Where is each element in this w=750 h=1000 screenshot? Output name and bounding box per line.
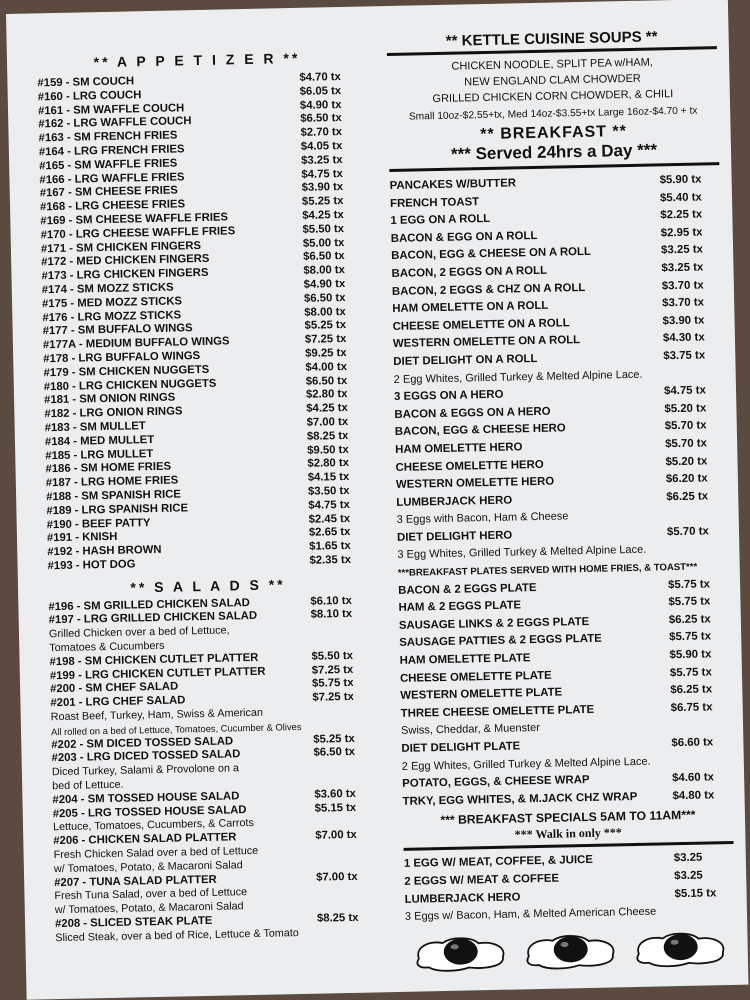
menu-item-name: LUMBERJACK HERO (404, 890, 521, 906)
menu-item-name: #198 - SM CHICKEN CUTLET PLATTER (49, 651, 259, 669)
breakfast-list (390, 171, 733, 811)
menu-item-price: $3.25 (674, 869, 703, 883)
menu-item-price: $6.25 tx (668, 613, 711, 627)
menu-item-price: $5.90 tx (669, 648, 712, 662)
menu-item-name: #160 - LRG COUCH (37, 88, 142, 104)
menu-item-price: $6.10 tx (310, 594, 352, 608)
menu-item-price: $2.45 tx (308, 512, 351, 526)
menu-item-name: #201 - LRG CHEF SALAD (50, 694, 186, 710)
menu-item-name: WESTERN OMELETTE HERO (395, 475, 555, 492)
menu-item-name: #178 - LRG BUFFALO WINGS (43, 349, 201, 366)
menu-item-name: BACON & EGGS ON A HERO (394, 405, 551, 421)
menu-item-price: $5.00 tx (302, 236, 345, 250)
menu-item-name: #185 - LRG MULLET (45, 447, 154, 462)
menu-item-price: $5.50 tx (311, 649, 354, 663)
menu-item-name: HAM OMELETTE PLATE (399, 652, 531, 667)
menu-item-price: $5.25 tx (313, 732, 355, 746)
menu-item-name: #200 - SM CHEF SALAD (50, 681, 179, 696)
breakfast-subtitle: *** Served 24hrs a Day *** (450, 140, 658, 164)
menu-item-price: $5.70 tx (665, 437, 708, 451)
menu-item-price: $2.80 tx (305, 388, 348, 402)
menu-item-name: PANCAKES W/BUTTER (389, 177, 517, 193)
menu-item-price: $4.60 tx (672, 771, 715, 785)
menu-item-price: $9.50 tx (307, 443, 349, 457)
item-description: Fresh Tuna Salad, over a bed of Lettuce (54, 886, 248, 903)
menu-item-name: #163 - SM FRENCH FRIES (38, 129, 178, 145)
specials-list (404, 849, 735, 926)
salads-list (48, 594, 375, 946)
menu-item-price: $8.00 tx (303, 264, 346, 277)
menu-item-price: $5.75 tx (311, 677, 354, 691)
menu-item-price: $3.25 tx (661, 261, 704, 275)
menu-item-price: $5.50 tx (302, 222, 345, 236)
menu-item-name: #170 - LRG CHEESE WAFFLE FRIES (40, 225, 236, 242)
soups-line-2: NEW ENGLAND CLAM CHOWDER (464, 72, 641, 89)
soups-line-3: GRILLED CHICKEN CORN CHOWDER, & CHILI (432, 88, 674, 106)
fried-egg-icon (522, 930, 619, 972)
left-column (36, 7, 375, 946)
menu-item-price: $7.00 tx (306, 415, 349, 429)
menu-item-name: #176 - LRG MOZZ STICKS (42, 308, 182, 324)
menu-item-name: #172 - MED CHICKEN FINGERS (41, 253, 210, 269)
menu-item-name: 1 EGG W/ MEAT, COFFEE, & JUICE (403, 854, 594, 871)
menu-item-name: BACON, EGG & CHEESE HERO (394, 422, 566, 439)
menu-item-price: $2.80 tx (307, 457, 350, 471)
menu-item-price: $5.75 tx (667, 578, 711, 591)
menu-item-name: #177A - MEDIUM BUFFALO WINGS (42, 335, 230, 352)
menu-item-price: $4.90 tx (303, 277, 346, 291)
menu-item-name: #180 - LRG CHICKEN NUGGETS (43, 377, 217, 393)
item-description: Sliced Steak, over a bed of Rice, Lettuce & Tomato (55, 926, 299, 944)
menu-item-name: #177 - SM BUFFALO WINGS (42, 322, 193, 338)
menu-item-name: #181 - SM ONION RINGS (43, 391, 176, 407)
menu-item-price: $6.05 tx (299, 84, 342, 98)
menu-item-name: #166 - LRG WAFFLE FRIES (39, 170, 185, 186)
menu-item-name: #203 - LRG DICED TOSSED SALAD (51, 748, 241, 765)
menu-item-name: #190 - BEEF PATTY (46, 516, 151, 531)
item-description: Diced Turkey, Salami & Provolone on a (51, 762, 240, 779)
menu-item-price: $3.70 tx (662, 296, 705, 310)
menu-item-price: $1.65 tx (309, 539, 351, 553)
menu-item-name: #191 - KNISH (46, 531, 118, 545)
menu-item-name: #188 - SM SPANISH RICE (46, 488, 181, 504)
menu-item-price: $4.80 tx (672, 789, 715, 802)
menu-item-name: #165 - SM WAFFLE FRIES (39, 157, 178, 173)
menu-item-name: #164 - LRG FRENCH FRIES (38, 143, 185, 159)
menu-item-price: $8.10 tx (310, 608, 353, 622)
menu-item-price: $5.15 tx (314, 801, 357, 815)
menu-item-name: CHEESE OMELETTE HERO (395, 458, 544, 474)
menu-item-price: $5.75 tx (669, 665, 712, 679)
menu-item-price: $4.30 tx (662, 331, 705, 345)
menu-item-price: $3.75 tx (663, 349, 706, 363)
right-column (386, 0, 736, 975)
menu-item-price: $5.15 tx (674, 886, 717, 900)
menu-item-name: DIET DELIGHT HERO (396, 529, 513, 544)
menu-item-name: BACON, 2 EGGS & CHZ ON A ROLL (391, 281, 586, 298)
menu-item-name: #204 - SM TOSSED HOUSE SALAD (52, 790, 240, 807)
menu-item-name: #161 - SM WAFFLE COUCH (37, 101, 185, 117)
menu-item-price: $4.00 tx (305, 360, 348, 374)
menu-item-price: $5.90 tx (659, 173, 702, 187)
menu-item-price: $7.00 tx (316, 870, 358, 884)
item-description: 2 Egg Whites, Grilled Turkey & Melted Alpine Lace. (401, 755, 651, 773)
menu-item-price: $6.75 tx (670, 701, 713, 715)
menu-item-name: #197 - LRG GRILLED CHICKEN SALAD (48, 610, 258, 627)
menu-item-price: $6.50 tx (305, 374, 348, 388)
menu-item-price: $8.25 tx (306, 429, 349, 443)
item-description: w/ Tomatoes, Potato, & Macaroni Salad (53, 859, 243, 876)
menu-item-name: 1 EGG ON A ROLL (390, 213, 491, 228)
menu-item-price: $6.50 tx (300, 112, 342, 126)
menu-item-price: $5.70 tx (664, 419, 707, 433)
menu-item-price: $4.90 tx (299, 98, 342, 112)
menu-item-price: $4.05 tx (300, 139, 343, 153)
menu-item-price: $4.25 tx (306, 402, 348, 415)
item-description: 2 Egg Whites, Grilled Turkey & Melted Alpine Lace. (393, 368, 643, 386)
item-description: Swiss, Cheddar, & Muenster (400, 722, 541, 738)
menu-item-price: $3.70 tx (661, 279, 704, 292)
menu-item-price: $5.25 tx (301, 195, 344, 209)
menu-item-price: $5.40 tx (659, 191, 702, 204)
menu-item-price: $4.70 tx (299, 71, 341, 84)
menu-item-name: #167 - SM CHEESE FRIES (39, 184, 178, 200)
menu-item-name: #206 - CHICKEN SALAD PLATTER (53, 831, 237, 848)
menu-item-name: #193 - HOT DOG (47, 558, 136, 573)
appetizer-list (37, 71, 367, 574)
menu-item-name: TRKY, EGG WHITES, & M.JACK CHZ WRAP (402, 790, 638, 808)
menu-item-price: $6.20 tx (665, 472, 708, 486)
menu-item-name: THREE CHEESE OMELETTE PLATE (400, 703, 595, 720)
fried-egg-icon (632, 928, 729, 970)
plates-note: ***BREAKFAST PLATES SERVED WITH HOME FRIES, & TOAST*** (397, 561, 698, 579)
specials-heading: *** BREAKFAST SPECIALS 5AM TO 11AM*** (440, 808, 696, 828)
menu-item-name: HAM OMELETTE ON A ROLL (392, 299, 549, 316)
menu-item-name: SAUSAGE PATTIES & 2 EGGS PLATE (399, 633, 602, 650)
menu-item-price: $5.75 tx (669, 630, 712, 644)
menu-item-name: BACON, 2 EGGS ON A ROLL (391, 264, 548, 280)
menu-item-price: $2.70 tx (300, 126, 343, 140)
menu-item-price: $2.95 tx (660, 226, 703, 240)
menu-item-name: HAM & 2 EGGS PLATE (398, 599, 522, 615)
menu-item-name: DIET DELIGHT PLATE (401, 740, 521, 755)
menu-item-price: $3.50 tx (307, 484, 350, 498)
menu-item-name: FRENCH TOAST (389, 195, 480, 210)
menu-item-name: #173 - LRG CHICKEN FINGERS (41, 266, 209, 283)
menu-item-price: $3.25 (673, 851, 703, 865)
menu-item-name: WESTERN OMELETTE PLATE (400, 686, 563, 703)
menu-item-name: 2 EGGS W/ MEAT & COFFEE (404, 872, 560, 888)
menu-item-price: $5.70 tx (666, 525, 709, 539)
menu-item-price: $5.20 tx (665, 454, 708, 468)
salads-heading: ** S A L A D S ** (130, 575, 286, 596)
menu-item-price: $3.90 tx (662, 314, 705, 328)
menu-item-price: $6.25 tx (666, 490, 709, 503)
menu-item-name: #179 - SM CHICKEN NUGGETS (43, 363, 210, 380)
menu-item-name: #187 - LRG HOME FRIES (45, 474, 179, 490)
item-description: Grilled Chicken over a bed of Lettuce, (48, 624, 230, 641)
menu-item-name: WESTERN OMELETTE ON A ROLL (392, 334, 581, 351)
specials-subtitle: *** Walk in only *** (514, 825, 623, 842)
menu-item-name: #202 - SM DICED TOSSED SALAD (51, 735, 234, 751)
menu-item-name: BACON, EGG & CHEESE ON A ROLL (391, 246, 592, 263)
menu-item-name: #168 - LRG CHEESE FRIES (39, 198, 186, 214)
egg-decoration-row (405, 928, 736, 975)
item-description: 3 Eggs with Bacon, Ham & Cheese (396, 510, 569, 527)
menu-item-price: $7.25 tx (311, 663, 354, 677)
menu-item-price: $4.75 tx (308, 498, 350, 512)
menu-item-name: #169 - SM CHEESE WAFFLE FRIES (40, 211, 229, 228)
menu-item-name: #171 - SM CHICKEN FINGERS (40, 239, 202, 255)
item-description: w/ Tomatoes, Potato, & Macaroni Salad (54, 900, 244, 917)
menu-item-price: $3.25 tx (660, 243, 704, 257)
menu-item-name: BACON & 2 EGGS PLATE (398, 581, 537, 597)
menu-item-name: BACON & EGG ON A ROLL (390, 229, 538, 245)
menu-sheet (6, 0, 748, 1000)
item-description: bed of Lettuce. (52, 778, 124, 793)
menu-item-name: #182 - LRG ONION RINGS (44, 405, 183, 421)
menu-item-name: #189 - LRG SPANISH RICE (46, 502, 189, 517)
menu-item-name: #208 - SLICED STEAK PLATE (54, 914, 213, 931)
menu-item-name: #186 - SM HOME FRIES (45, 460, 172, 476)
menu-item-price: $6.50 tx (303, 250, 345, 264)
menu-item-price: $5.20 tx (664, 402, 707, 416)
menu-item-name: #199 - LRG CHICKEN CUTLET PLATTER (49, 665, 266, 682)
menu-item-price: $4.75 tx (663, 384, 706, 398)
appetizer-heading: ** A P P E T I Z E R ** (93, 49, 301, 71)
menu-item-price: $2.65 tx (308, 526, 351, 540)
item-description: Roast Beef, Turkey, Ham, Swiss & American (50, 706, 264, 724)
menu-item-price: $8.00 tx (304, 305, 346, 319)
menu-item-price: $6.50 tx (313, 746, 356, 760)
menu-item-name: HAM OMELETTE HERO (395, 441, 523, 456)
menu-item-name: #196 - SM GRILLED CHICKEN SALAD (48, 596, 251, 613)
menu-item-name: POTATO, EGGS, & CHEESE WRAP (402, 774, 590, 791)
fried-egg-icon (412, 932, 509, 974)
menu-item-price: $2.35 tx (309, 553, 352, 567)
menu-item-price: $3.90 tx (301, 181, 344, 195)
soups-line-1: CHICKEN NOODLE, SPLIT PEA w/HAM, (451, 56, 654, 73)
soups-heading: ** KETTLE CUISINE SOUPS ** (445, 28, 658, 50)
menu-item-price: $2.25 tx (660, 208, 703, 222)
menu-item-name: CHEESE OMELETTE ON A ROLL (392, 317, 570, 333)
menu-item-name: DIET DELIGHT ON A ROLL (393, 352, 538, 368)
menu-item-price: $5.25 tx (304, 319, 347, 333)
menu-item-price: $3.60 tx (314, 787, 356, 801)
breakfast-heading: ** BREAKFAST ** (480, 123, 628, 144)
menu-item-name: #207 - TUNA SALAD PLATTER (54, 873, 217, 889)
menu-item-price: $9.25 tx (305, 346, 347, 360)
menu-item-name: #175 - MED MOZZ STICKS (41, 295, 183, 311)
menu-item-name: SAUSAGE LINKS & 2 EGGS PLATE (398, 615, 590, 632)
item-description: Fresh Chicken Salad over a bed of Lettuce (53, 844, 259, 862)
menu-item-name: #205 - LRG TOSSED HOUSE SALAD (52, 803, 247, 820)
menu-item-price: $6.25 tx (670, 683, 713, 697)
menu-item-price: $7.25 tx (304, 333, 347, 346)
menu-item-price: $5.75 tx (668, 595, 711, 609)
menu-item-price: $4.15 tx (307, 471, 350, 484)
menu-item-price: $6.60 tx (671, 736, 714, 750)
menu-item-price: $3.25 tx (301, 153, 343, 167)
menu-item-price: $4.75 tx (301, 167, 344, 181)
menu-item-price: $7.00 tx (315, 829, 357, 842)
menu-item-price: $7.25 tx (312, 691, 354, 704)
menu-item-price: $4.25 tx (302, 208, 344, 222)
item-description: Tomatoes & Cucumbers (49, 639, 165, 655)
item-description: 3 Egg Whites, Grilled Turkey & Melted Alpine Lace. (397, 544, 647, 562)
menu-item-name: LUMBERJACK HERO (396, 494, 513, 509)
item-description: All rolled on a bed of Lettuce, Tomatoes, Cucumber & Olives (50, 720, 302, 738)
menu-item-name: #183 - SM MULLET (44, 420, 146, 435)
menu-item-name: #192 - HASH BROWN (47, 543, 162, 559)
menu-item-name: 3 EGGS ON A HERO (393, 388, 504, 404)
menu-item-name: #159 - SM COUCH (37, 75, 135, 90)
menu-item-name: #174 - SM MOZZ STICKS (41, 281, 174, 297)
item-description: 3 Eggs w/ Bacon, Ham, & Melted American Cheese (404, 905, 657, 923)
soups-sizes: Small 10oz-$2.55+tx, Med 14oz-$3.55+tx Large 16oz-$4.70 + tx (408, 105, 698, 123)
menu-item-name: #162 - LRG WAFFLE COUCH (38, 115, 192, 131)
menu-item-name: CHEESE OMELETTE PLATE (399, 669, 552, 685)
menu-item-price: $6.50 tx (303, 291, 346, 305)
menu-item-name: #184 - MED MULLET (44, 433, 155, 448)
menu-item-price: $8.25 tx (316, 911, 359, 925)
item-description: Lettuce, Tomatoes, Cucumbers, & Carrots (52, 817, 254, 834)
